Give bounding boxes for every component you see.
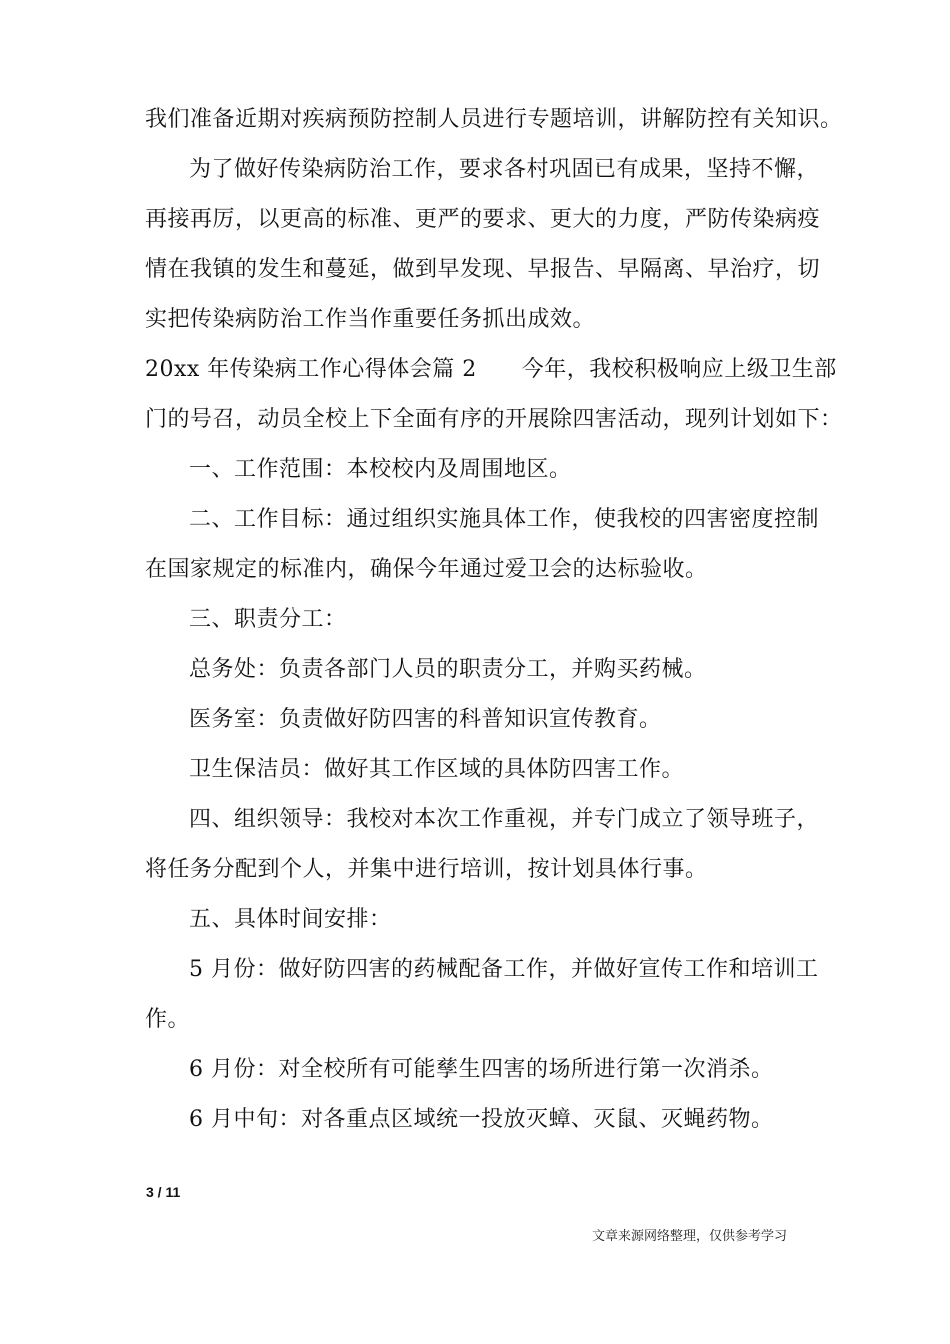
- text-line-1: 我们准备近期对疾病预防控制人员进行专题培训，讲解防控有关知识。: [145, 107, 843, 132]
- text-line-19: 作。: [145, 1007, 191, 1032]
- text-line-16: 将任务分配到个人，并集中进行培训，按计划具体行事。: [145, 857, 708, 882]
- text-line-15: 四、组织领导：我校对本次工作重视，并专门成立了领导班子，: [189, 807, 820, 832]
- text-line-14: 卫生保洁员：做好其工作区域的具体防四害工作。: [189, 757, 685, 782]
- text-line-18: 5 月份：做好防四害的药械配备工作，并做好宣传工作和培训工: [189, 957, 819, 982]
- text-line-9: 二、工作目标：通过组织实施具体工作，使我校的四害密度控制: [189, 507, 820, 532]
- text-line-7: 门的号召，动员全校上下全面有序的开展除四害活动，现列计划如下：: [145, 407, 843, 432]
- text-line-3: 再接再厉，以更高的标准、更严的要求、更大的力度，严防传染病疫: [145, 207, 821, 232]
- page-number: 3 / 11: [146, 1184, 181, 1200]
- text-line-2: 为了做好传染病防治工作，要求各村巩固已有成果，坚持不懈，: [189, 157, 820, 182]
- text-line-8: 一、工作范围：本校校内及周围地区。: [189, 457, 572, 482]
- text-line-10: 在国家规定的标准内，确保今年通过爱卫会的达标验收。: [145, 557, 708, 582]
- text-line-21: 6 月中旬：对各重点区域统一投放灭蟑、灭鼠、灭蝇药物。: [189, 1107, 774, 1132]
- text-line-4: 情在我镇的发生和蔓延，做到早发现、早报告、早隔离、早治疗，切: [145, 257, 821, 282]
- text-line-20: 6 月份：对全校所有可能孳生四害的场所进行第一次消杀。: [189, 1057, 774, 1082]
- section-heading-line: 20xx 年传染病工作心得体会篇 2 今年，我校积极响应上级卫生部: [145, 357, 837, 382]
- footer-note: 文章来源网络整理，仅供参考学习: [592, 1229, 788, 1244]
- text-line-12: 总务处：负责各部门人员的职责分工，并购买药械。: [189, 657, 707, 682]
- text-line-5: 实把传染病防治工作当作重要任务抓出成效。: [145, 307, 596, 332]
- text-line-11: 三、职责分工：: [189, 607, 347, 632]
- text-line-17: 五、具体时间安排：: [189, 907, 392, 932]
- text-line-13: 医务室：负责做好防四害的科普知识宣传教育。: [189, 707, 662, 732]
